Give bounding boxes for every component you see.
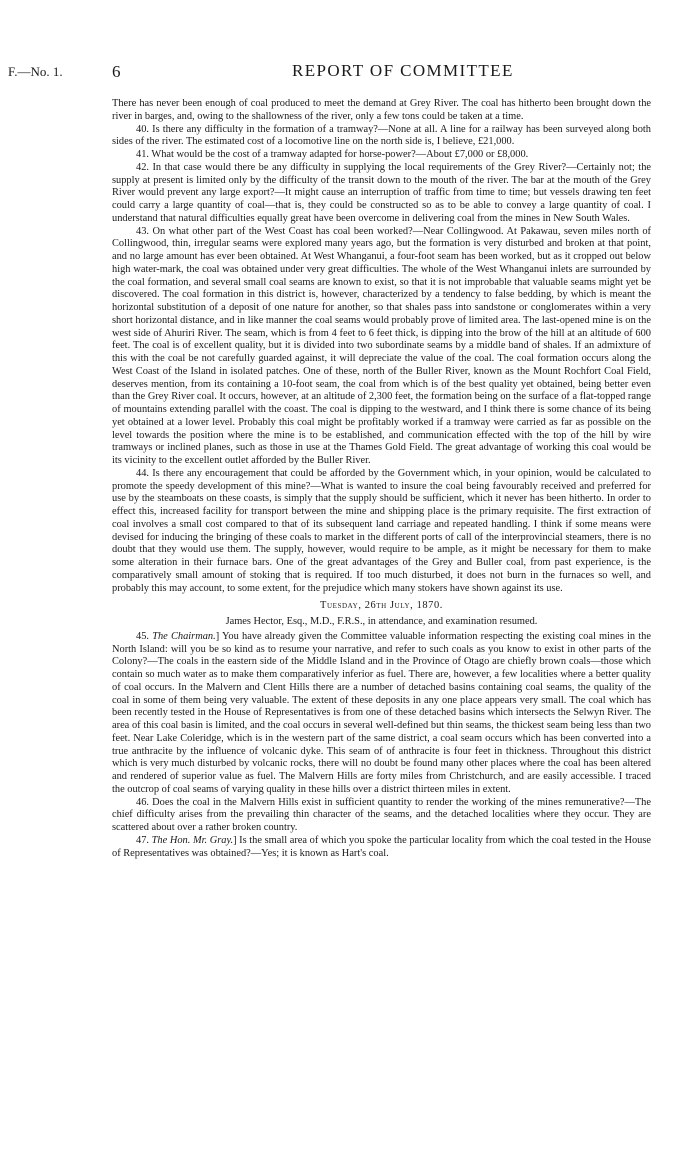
paragraph-intro: There has never been enough of coal produced to meet the demand at Grey River. The coal has hitherto been brought down the river in barges, and, owing to the shallowness of the river, only a few tons could be taken at a time. <box>112 98 651 122</box>
session-date: Tuesday, 26th July, 1870. <box>320 600 443 612</box>
paragraph-47 <box>112 835 651 861</box>
paragraph-47-text: ] Is the small area of which you spoke the particular locality from which the coal tested in the House of Representatives was obtained?—Yes; it is known as Hart's coal. <box>112 834 651 859</box>
paragraph-44: 44. Is there any encouragement that could be afforded by the Government which, in your opinion, would be calculated to promote the speedy development of this mine?—What is wanted to insure the coal being favourably received and preferred for use by the steamboats on these coasts, is simply that the supply should be sufficient, which it never has been hitherto. In order to effect this, increased facility for transport between the mine and shipping place is the primary requisite. The first extraction of coal involves a small cost compared to that of its subsequent land carriage and repeated handling. I think if some means were devised for inducing the bringing of these coals to market in the different ports of call of the interprovincial steamers, there is no doubt that they would use them. The supply, however, would require to be ample, as it might be necessary for them to make some alteration in their furnace bars. One of the great advantages of the Grey and Buller coal, from past experience, is the comparatively small amount of stoking that is required. If too much disturbed, it does not burn in the furnaces so well, and probably this may account, to some extent, for the prejudice which many stokers have shown against its use. <box>112 467 651 594</box>
paragraph-45-text: ] You have already given the Committee valuable information respecting the existing coal mines in the North Island: will you be so kind as to resume your narrative, and refer to such coals as you know to exist in other parts of the Colony?—The coals in the eastern side of the Middle Island and in the Province of Otago are chiefly brown coals—those which contain so much water as to make them comparatively inferior as fuel. There are, however, a few localities where a better quality of coal occurs. In the Malvern and Clent Hills there are a number of detached basins containing coal seams, the quality of the coal in some of them being very valuable. The extent of these deposits in any one place appears very small. The coal which has been recently tested in the House of Representatives is from one of these detached basins which intersects the Selwyn River. The area of this coal basin is limited, and the coal occurs in several well-defined but thin seams, the thickest seam being less than two feet. Near Lake Coleridge, which is in the western part of the same district, a coal seam occurs which has been converted into a true anthracite by the influence of volcanic dyke. This seam of of anthracite is four feet in thickness. Throughout this district which is very much disturbed by volcanic rocks, there will no doubt be found many other places where the coal has been altered and rendered of superior value as fuel. The Malvern Hills are forty miles from Christchurch, and are easily accessible. I traced the outcrop of coal seams of varying quality in these hills over a district thirteen miles in extent. <box>112 630 651 795</box>
paragraph-47-speaker: The Hon. Mr. Gray. <box>151 834 234 846</box>
paragraph-45-speaker: The Chairman. <box>152 630 216 642</box>
paragraph-45-number: 45. <box>136 630 149 642</box>
paragraph-47-number: 47. <box>136 834 149 846</box>
document-body <box>112 98 651 860</box>
page-reference: F.—No. 1. <box>8 64 63 79</box>
paragraph-45 <box>112 631 651 797</box>
attendance-note: James Hector, Esq., M.D., F.R.S., in attendance, and examination resumed. <box>225 616 538 627</box>
page-number: 6 <box>112 62 121 81</box>
paragraph-46: 46. Does the coal in the Malvern Hills exist in sufficient quantity to render the working of the mines remunerative?—The chief difficulty arises from the prevailing thin character of the seams, and the detached localities where they occur. They are scattered about over a rather broken country. <box>112 796 651 833</box>
page-header <box>8 61 651 86</box>
paragraph-42: 42. In that case would there be any difficulty in supplying the local requirements of the Grey River?—Certainly not; the supply at present is limited only by the difficulty of the transit down to the mouth of the river. The bar at the mouth of the Grey River would prevent any large export?—It might cause an interruption of traffic from time to time; but vessels drawing ten feet could carry a large quantity of coal—that is, they could be constructed so as to be able to convey a large quantity of coal. I understand that natural difficulties equally great have been overcome in delivering coal from the mines in New South Wales. <box>112 161 651 224</box>
page-title: REPORT OF COMMITTEE <box>292 61 514 80</box>
paragraph-40: 40. Is there any difficulty in the formation of a tramway?—None at all. A line for a railway has been surveyed along both sides of the river. The estimated cost of a locomotive line on the north side is, I believe, £21,000. <box>112 123 651 148</box>
paragraph-41: 41. What would be the cost of a tramway adapted for horse-power?—About £7,000 or £8,000. <box>136 149 529 160</box>
paragraph-43: 43. On what other part of the West Coast has coal been worked?—Near Collingwood. At Pakawau, seven miles north of Collingwood, thin, irregular seams were explored many years ago, but the formation is very disturbed and broken at that point, and no large amount has ever been obtained. At West Whanganui, a four-foot seam has been worked, but as it cropped out below high water-mark, the coal was obtained under very great difficulties. The whole of the West Whanganui inlets are surrounded by the coal formation, and several small coal seams are known to exist, so that it is not improbable that valuable seams might yet be discovered. The coal formation in this district is, however, characterized by a tendency to false bedding, by which is meant the horizontal substitution of a deposit of one nature for another, so that shales pass into sandstone or conglomerates within a very short horizontal distance, and in like manner the coal seams would probably prove of limited area. The last-opened mine is on the west side of Ahuriri River. The seam, which is from 4 feet to 6 feet thick, is dipping into the brow of the hill at an altitude of 600 feet. The coal is of excellent quality, but it is divided into two subordinate seams by a middle band of shales. If an admixture of this with the coal be not carefully guarded against, it will depreciate the value of the coal. The coal formation occurs along the West Coast of the Island in isolated patches. One of these, north of the Buller River, known as the Mount Rochfort Coal Field, deserves mention, from its containing a 10-foot seam, the coal from which is of the best quality yet obtained, being better even than the Grey River coal. It occurs, however, at an altitude of 2,300 feet, the formation being on the surface of a flat-topped range of mountains extending parallel with the coast. The coal is dipping to the westward, and I think there is some chance of its being yet obtained at a lower level. Probably this coal might be profitably worked if a tramway were carried as far as possible on the level towards the position where the mine is to be established, and communication effected with the top of the hill by wire tramways or inclined planes, such as those in use at the Thames Gold Field. The great advantage of working this coal would be its vicinity to the excellent outlet afforded by the Buller River. <box>112 225 651 466</box>
